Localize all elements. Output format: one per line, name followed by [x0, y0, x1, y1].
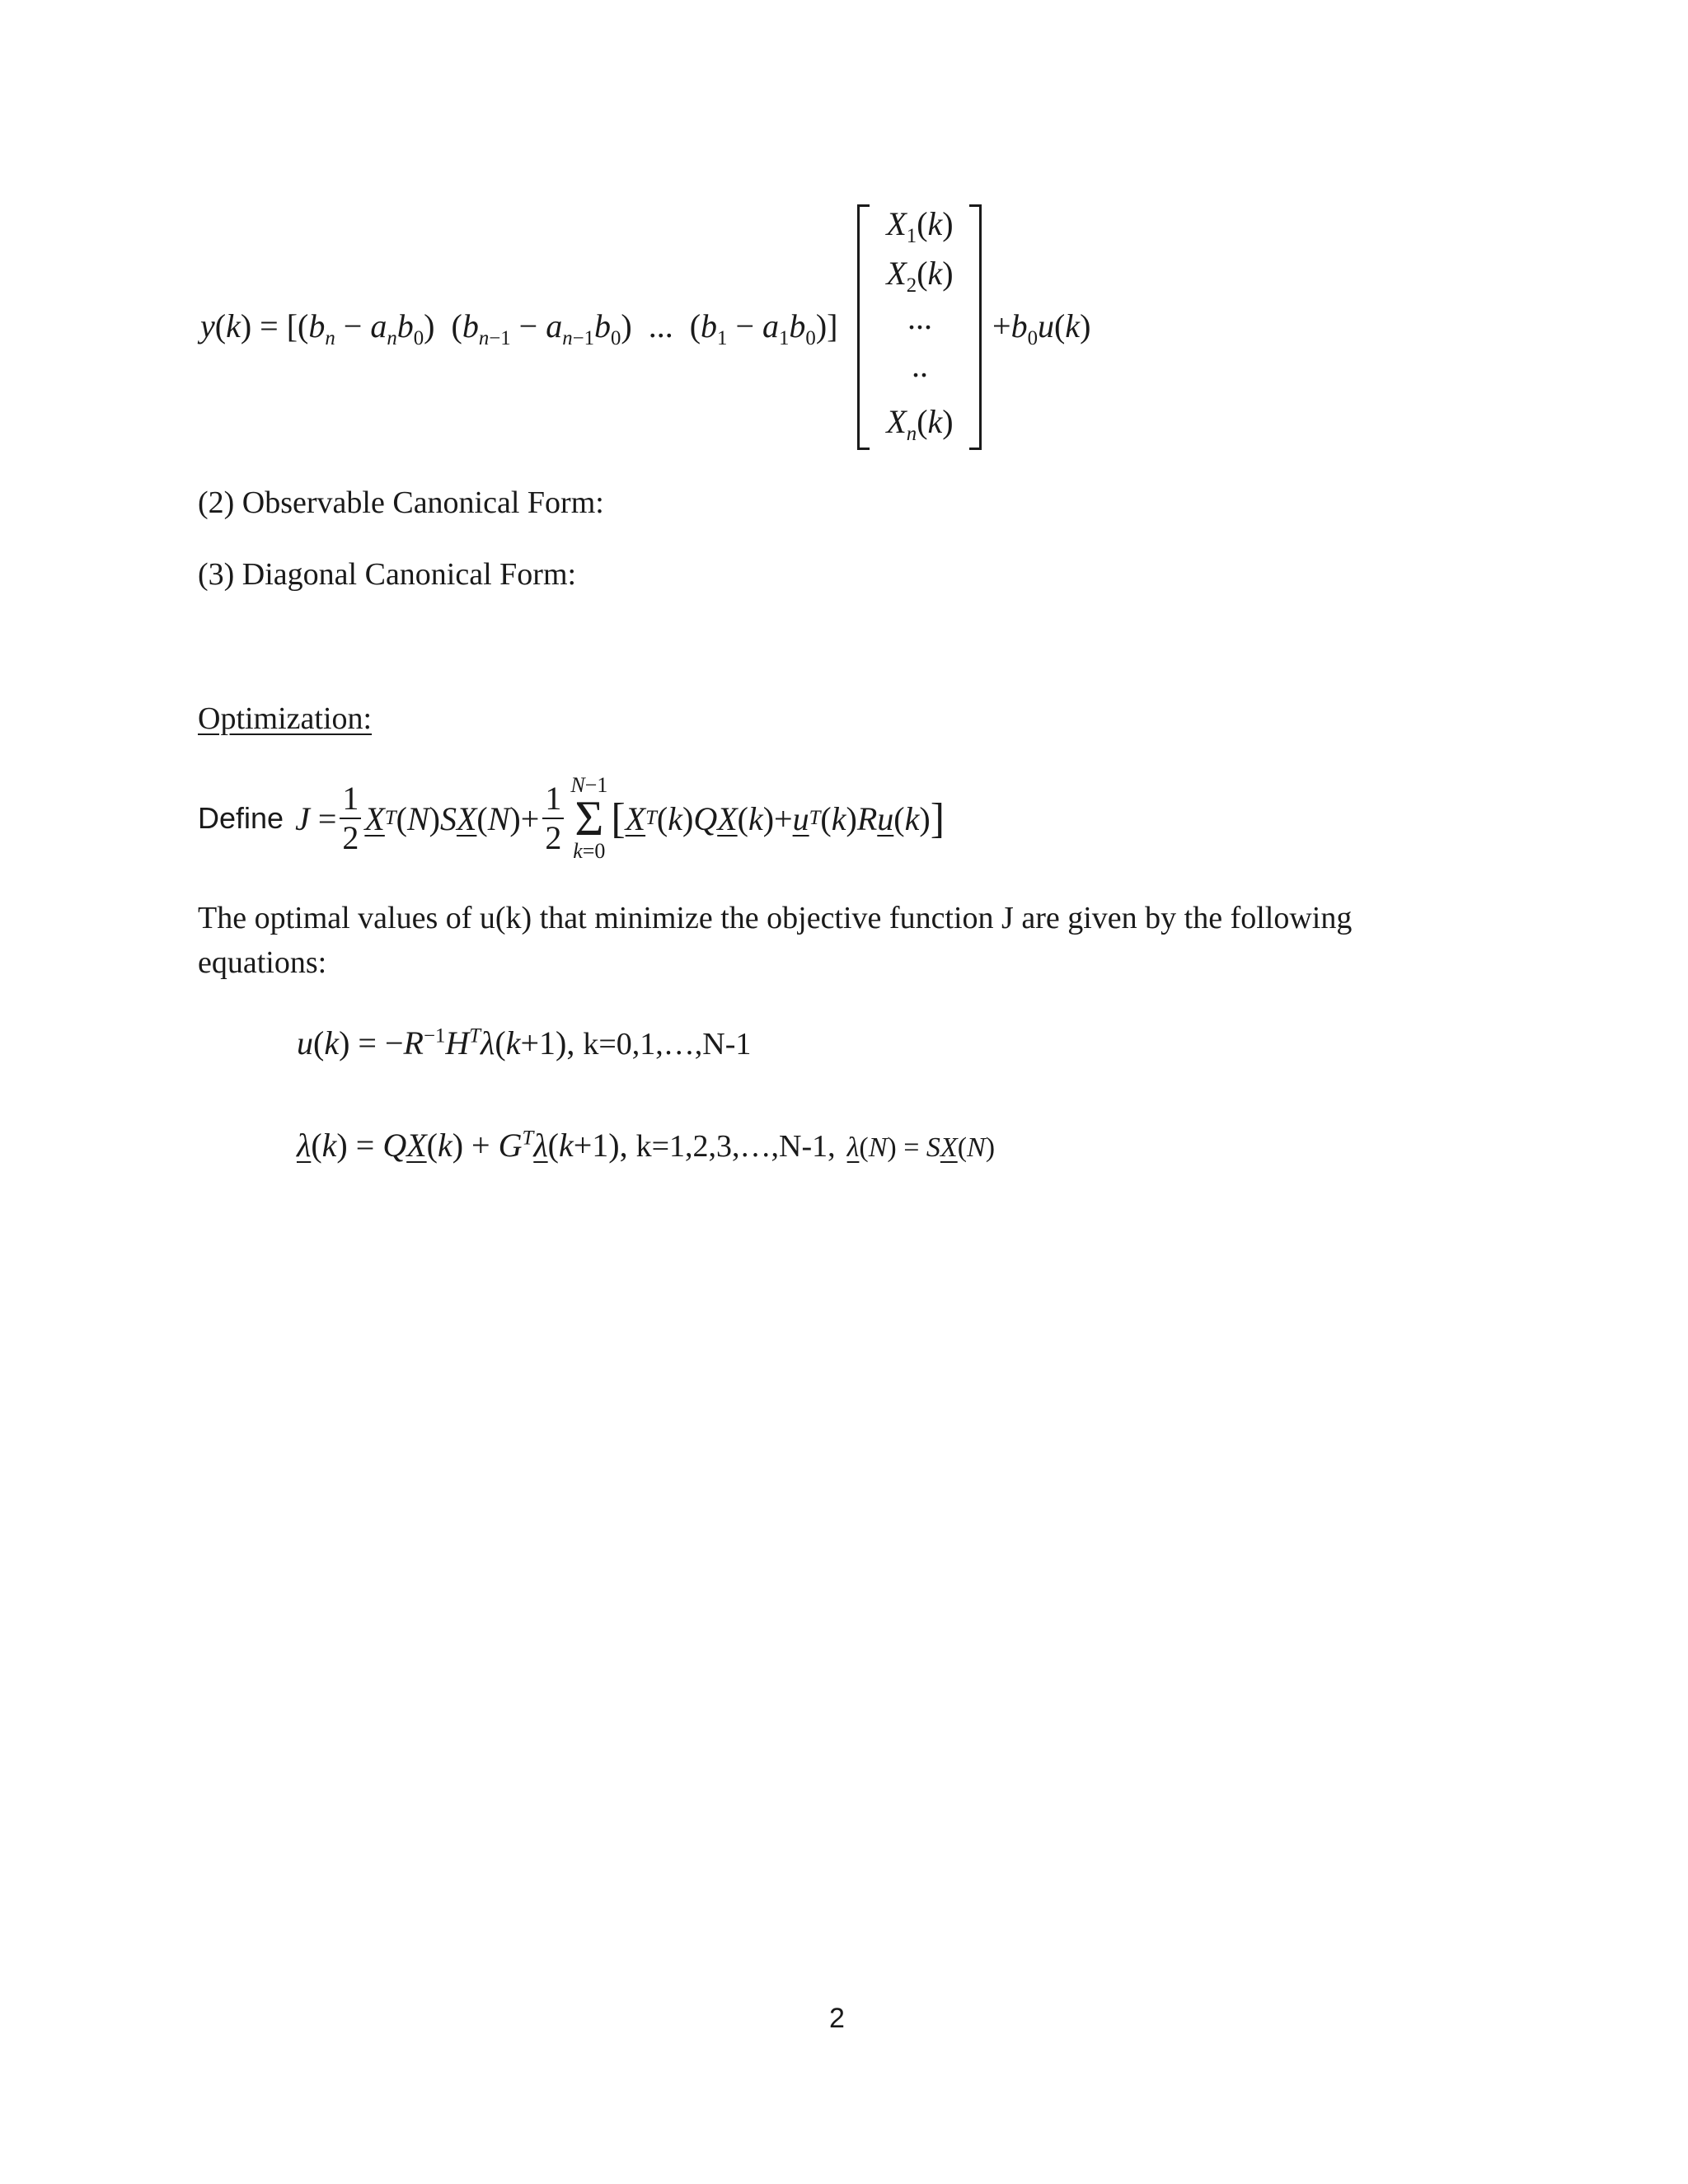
vector-entry-xn: $X_n(k)$ [886, 403, 954, 445]
costate-equation [297, 1126, 995, 1165]
paragraph-line-1: The optimal values of u(k) that minimize the objective function J are given by the following [198, 901, 1353, 935]
vector-entry-x2: $X_2(k)$ [886, 255, 954, 297]
paragraph-line-2: equations: [198, 945, 327, 980]
observable-canonical-form: (2) Observable Canonical Form: [198, 485, 604, 520]
control-law-equation [297, 1024, 751, 1062]
define-j [198, 775, 945, 862]
vector-entry-dots: ... [907, 299, 932, 336]
terminal-condition: λ(N) = SX(N) [846, 1132, 996, 1163]
define-label: Define [198, 801, 284, 835]
control-law-expression: $u(k) = -R^{-1}H^T\lambda(k+1)$, [297, 1024, 584, 1062]
page-number: 2 [829, 2003, 845, 2034]
costate-expression: $\lambda(k) = QX(k) + G^T\lambda(k+1)$, [297, 1127, 636, 1164]
cost-function: J = $\frac{1}{2}$ X T ( N ) S X ( N )+ $\frac{1}{2}$ N−1 Σ k=0 [ X T ( k ) Q X ( k )+ u T ( k ) R u ( k ) ] [295, 773, 945, 863]
costate-range: k=1,2,3,…,N-1, [635, 1129, 836, 1164]
output-equation-row-vector: $y(k) = [(b_n - a_nb_0) (b_{n-1} - a_{n-1}b_0)$ ... $(b_1 - a_1b_0)$] [200, 307, 838, 349]
diagonal-canonical-form: (3) Diagonal Canonical Form: [198, 557, 577, 592]
control-law-range: k=0,1,…,N-1 [583, 1027, 752, 1062]
output-equation-tail: $+b_0u(k)$ [992, 307, 1091, 349]
vector-entry-dots-short: .. [912, 347, 928, 384]
section-heading-optimization: Optimization: [198, 701, 373, 736]
vector-entry-x1: $X_1(k)$ [886, 205, 954, 247]
